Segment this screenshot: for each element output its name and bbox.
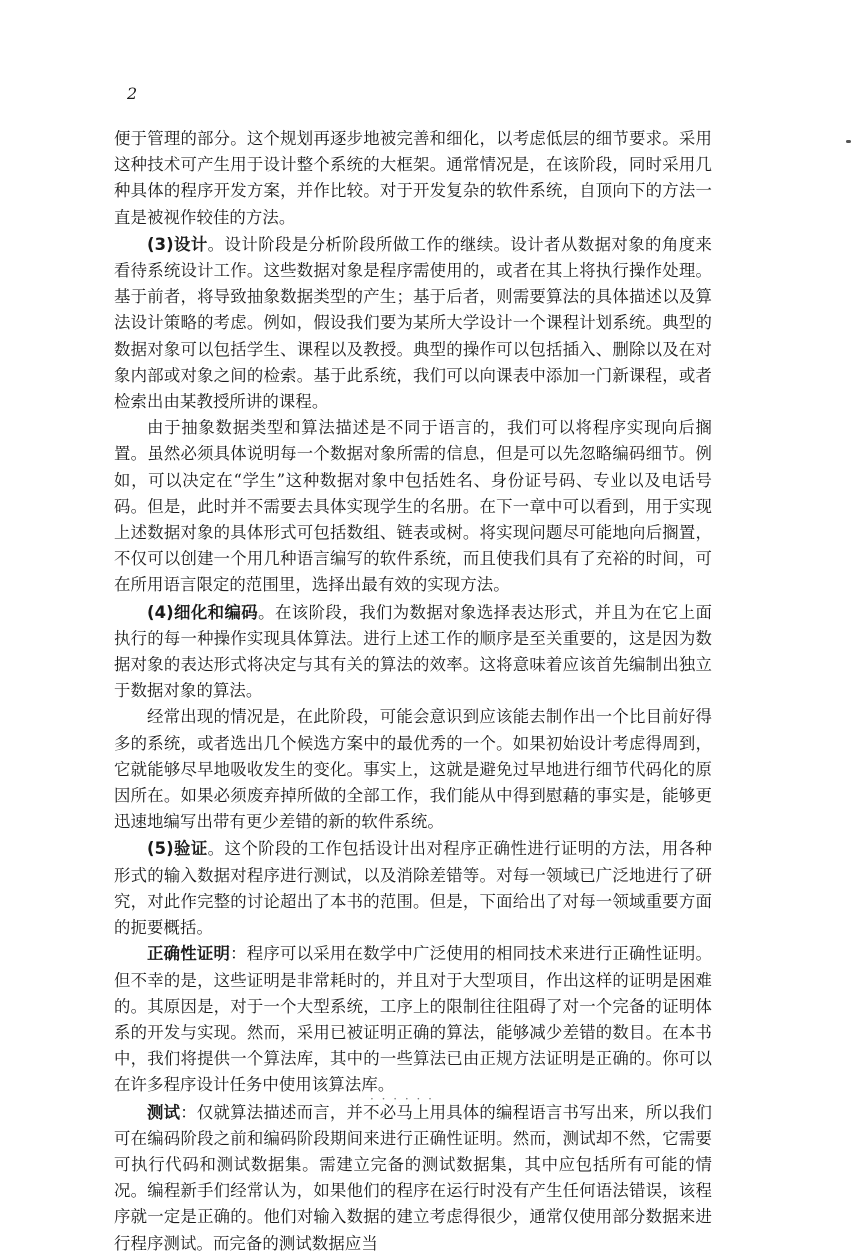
subheading-correctness-proof: 正确性证明 <box>147 944 231 964</box>
page-number: 2 <box>127 84 138 103</box>
paragraph-text: ：仅就算法描述而言，并不必马上用具体的编程语言书写出来，所以我们可在编码阶段之前和编码阶段期间来进行正确性证明。然而，测试却不然，它需要可执行代码和测试数据集。需建立完备的测试数据集，其中应包括所有可能的情况。编程新手们经常认为，如果他们的程序在运行时没有产生任何语法错误，该程序就一定是正确的。他们对输入数据的建立考虑得很少，通常仅使用部分数据来进行程序测试。而完备的测试数据应当 <box>114 1102 712 1253</box>
paragraph-text: ：程序可以采用在数学中广泛使用的相同技术来进行正确性证明。但不幸的是，这些证明是非常耗时的，并且对于大型项目，作出这样的证明是困难的。其原因是，对于一个大型系统，工序上的限制往往阻碍了对一个完备的证明体系的开发与实现。然而，采用已被证明正确的算法，能够减少差错的数目。在本书中，我们将提供一个算法库，其中的一些算法已由正规方法证明是正确的。你可以在许多程序设计任务中使用该算法库。 <box>114 944 712 1095</box>
section-heading-design: (3)设计 <box>147 234 208 254</box>
paragraph-refinement <box>114 600 712 705</box>
paragraph-design <box>114 232 712 415</box>
paragraph-text: 。这个阶段的工作包括设计出对程序正确性进行证明的方法，用各种形式的输入数据对程序进行测试，以及消除差错等。对每一领域已广泛地进行了研究，对此作完整的讨论超出了本书的范围。但是，下面给出了对每一领域重要方面的扼要概括。 <box>114 839 713 938</box>
paragraph-abstract-types <box>114 415 712 598</box>
paragraph-redesign <box>114 704 712 835</box>
body-text <box>114 126 712 1257</box>
margin-mark <box>846 140 851 143</box>
section-heading-verification: (5)验证 <box>147 839 208 859</box>
paragraph-correctness-proof <box>114 941 712 1098</box>
paragraph-text: 由于抽象数据类型和算法描述是不同于语言的，我们可以将程序实现向后搁置。虽然必须具体说明每一个数据对象所需的信息，但是可以先忽略编码细节。例如，可以决定在“学生”这种数据对象中包括姓名、身份证号码、专业以及电话号码。但是，此时并不需要去具体实现学生的名册。在下一章中可以看到，用于实现上述数据对象的具体形式可包括数组、链表或树。将实现问题尽可能地向后搁置，不仅可以创建一个用几种语言编写的软件系统，而且使我们具有了充裕的时间，可在所用语言限定的范围里，选择出最有效的实现方法。 <box>114 418 712 595</box>
section-heading-refinement: (4)细化和编码 <box>147 602 259 622</box>
paragraph-text: 。设计阶段是分析阶段所做工作的继续。设计者从数据对象的角度来看待系统设计工作。这些数据对象是程序需使用的，或者在其上将执行操作处理。基于前者，将导致抽象数据类型的产生；基于后者，则需要算法的具体描述以及算法设计策略的考虑。例如，假设我们要为某所大学设计一个课程计划系统。典型的数据对象可以包括学生、课程以及教授。典型的操作可以包括插入、删除以及在对象内部或对象之间的检索。基于此系统，我们可以向课表中添加一门新课程，或者检索出由某教授所讲的课程。 <box>114 234 713 412</box>
paragraph-verification <box>114 836 712 941</box>
paragraph-continuation <box>114 126 712 231</box>
paragraph-text: 。在该阶段，我们为数据对象选择表达形式，并且为在它上面执行的每一种操作实现具体算法。进行上述工作的顺序是至关重要的，这是因为数据对象的表达形式将决定与其有关的算法的效率。这将意味着应该首先编制出独立于数据对象的算法。 <box>114 602 713 701</box>
paragraph-text: 经常出现的情况是，在此阶段，可能会意识到应该能去制作出一个比目前好得多的系统，或者选出几个候选方案中的最优秀的一个。如果初始设计考虑得周到，它就能够尽早地吸收发生的变化。事实上，这就是避免过早地进行细节代码化的原因所在。如果必须废弃掉所做的全部工作，我们能从中得到慰藉的事实是，能够更迅速地编写出带有更少差错的新的软件系统。 <box>114 707 712 832</box>
subheading-testing: 测试 <box>147 1102 181 1122</box>
paragraph-text: 便于管理的部分。这个规划再逐步地被完善和细化，以考虑低层的细节要求。采用这种技术可产生用于设计整个系统的大框架。通常情况是，在该阶段，同时采用几种具体的程序开发方案，并作比较。对于开发复杂的软件系统，自顶向下的方法一直是被视作较佳的方法。 <box>114 129 712 227</box>
paragraph-testing <box>114 1100 712 1257</box>
footer-mark: · · · · · · <box>370 1092 434 1106</box>
